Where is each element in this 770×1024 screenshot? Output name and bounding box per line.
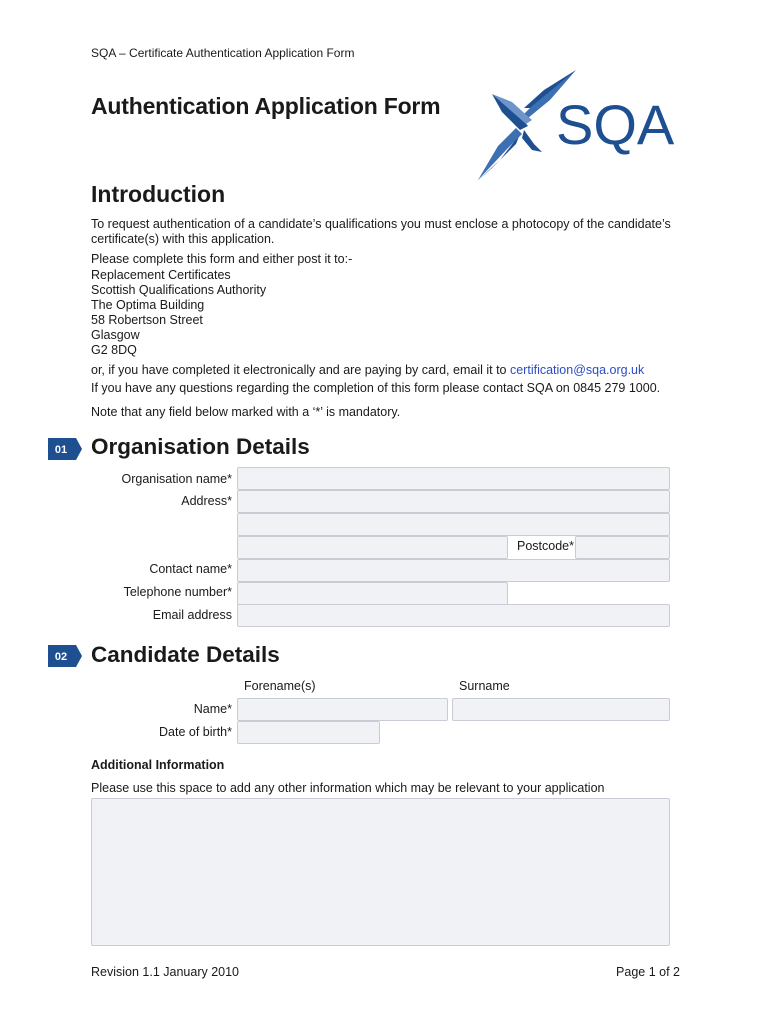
section-badge-01	[48, 438, 82, 460]
running-header: SQA – Certificate Authentication Application Form	[91, 46, 355, 60]
post-instruction: Please complete this form and either post it to:-	[91, 252, 353, 266]
label-name: Name*	[193, 702, 232, 716]
postcode-input[interactable]	[575, 536, 670, 559]
forename-input[interactable]	[237, 698, 448, 721]
sqa-logo-text: SQA	[556, 93, 675, 156]
sqa-logo	[472, 68, 684, 184]
address-line-3-input[interactable]	[237, 536, 508, 559]
date-of-birth-input[interactable]	[237, 721, 380, 744]
address-line-1-input[interactable]	[237, 490, 670, 513]
column-surname: Surname	[459, 679, 510, 693]
section-number: 02	[54, 651, 68, 663]
address-line: G2 8DQ	[91, 343, 137, 357]
revision-note: Revision 1.1 January 2010	[91, 965, 240, 979]
address-line: 58 Robertson Street	[91, 313, 203, 327]
intro-line-2: certificate(s) with this application.	[91, 232, 275, 246]
address-line: Glasgow	[91, 328, 140, 342]
label-contact-name: Contact name*	[149, 562, 232, 576]
label-date-of-birth: Date of birth*	[159, 725, 232, 739]
label-email: Email address	[152, 608, 232, 622]
label-organisation-name: Organisation name*	[121, 472, 232, 486]
email-link[interactable]: certification@sqa.org.uk	[509, 363, 645, 377]
contact-name-input[interactable]	[237, 559, 670, 582]
email-input[interactable]	[237, 604, 670, 627]
label-postcode: Postcode*	[517, 539, 574, 553]
section-title-organisation: Organisation Details	[91, 434, 310, 459]
postal-address	[91, 268, 691, 358]
address-line: Scottish Qualifications Authority	[91, 283, 267, 297]
intro-paragraph	[91, 217, 691, 247]
address-line: The Optima Building	[91, 298, 205, 312]
section-number: 01	[54, 444, 68, 456]
additional-info-heading: Additional Information	[91, 758, 225, 772]
section-badge-02	[48, 645, 82, 667]
surname-input[interactable]	[452, 698, 670, 721]
additional-info-prompt: Please use this space to add any other information which may be relevant to your application	[91, 781, 605, 795]
contact-text: If you have any questions regarding the completion of this form please contact SQA on 0845 279 1000.	[91, 381, 661, 395]
address-line-2-input[interactable]	[237, 513, 670, 536]
additional-info-textarea[interactable]	[91, 798, 670, 946]
column-forename: Forename(s)	[244, 679, 316, 693]
page-number: Page 1 of 2	[616, 965, 680, 979]
intro-heading: Introduction	[91, 181, 226, 207]
section-title-candidate: Candidate Details	[91, 642, 280, 667]
email-prefix: or, if you have completed it electronically and are paying by card, email it to	[91, 363, 510, 377]
telephone-input[interactable]	[237, 582, 508, 605]
label-telephone: Telephone number*	[123, 585, 232, 599]
mandatory-note: Note that any field below marked with a ‘*’ is mandatory.	[91, 405, 401, 419]
page-title: Authentication Application Form	[91, 93, 441, 119]
address-line: Replacement Certificates	[91, 268, 231, 282]
label-address: Address*	[181, 494, 232, 508]
intro-line-1: To request authentication of a candidate’s qualifications you must enclose a photocopy of the candidate’s	[91, 217, 671, 231]
email-instruction	[91, 363, 691, 378]
organisation-name-input[interactable]	[237, 467, 670, 490]
